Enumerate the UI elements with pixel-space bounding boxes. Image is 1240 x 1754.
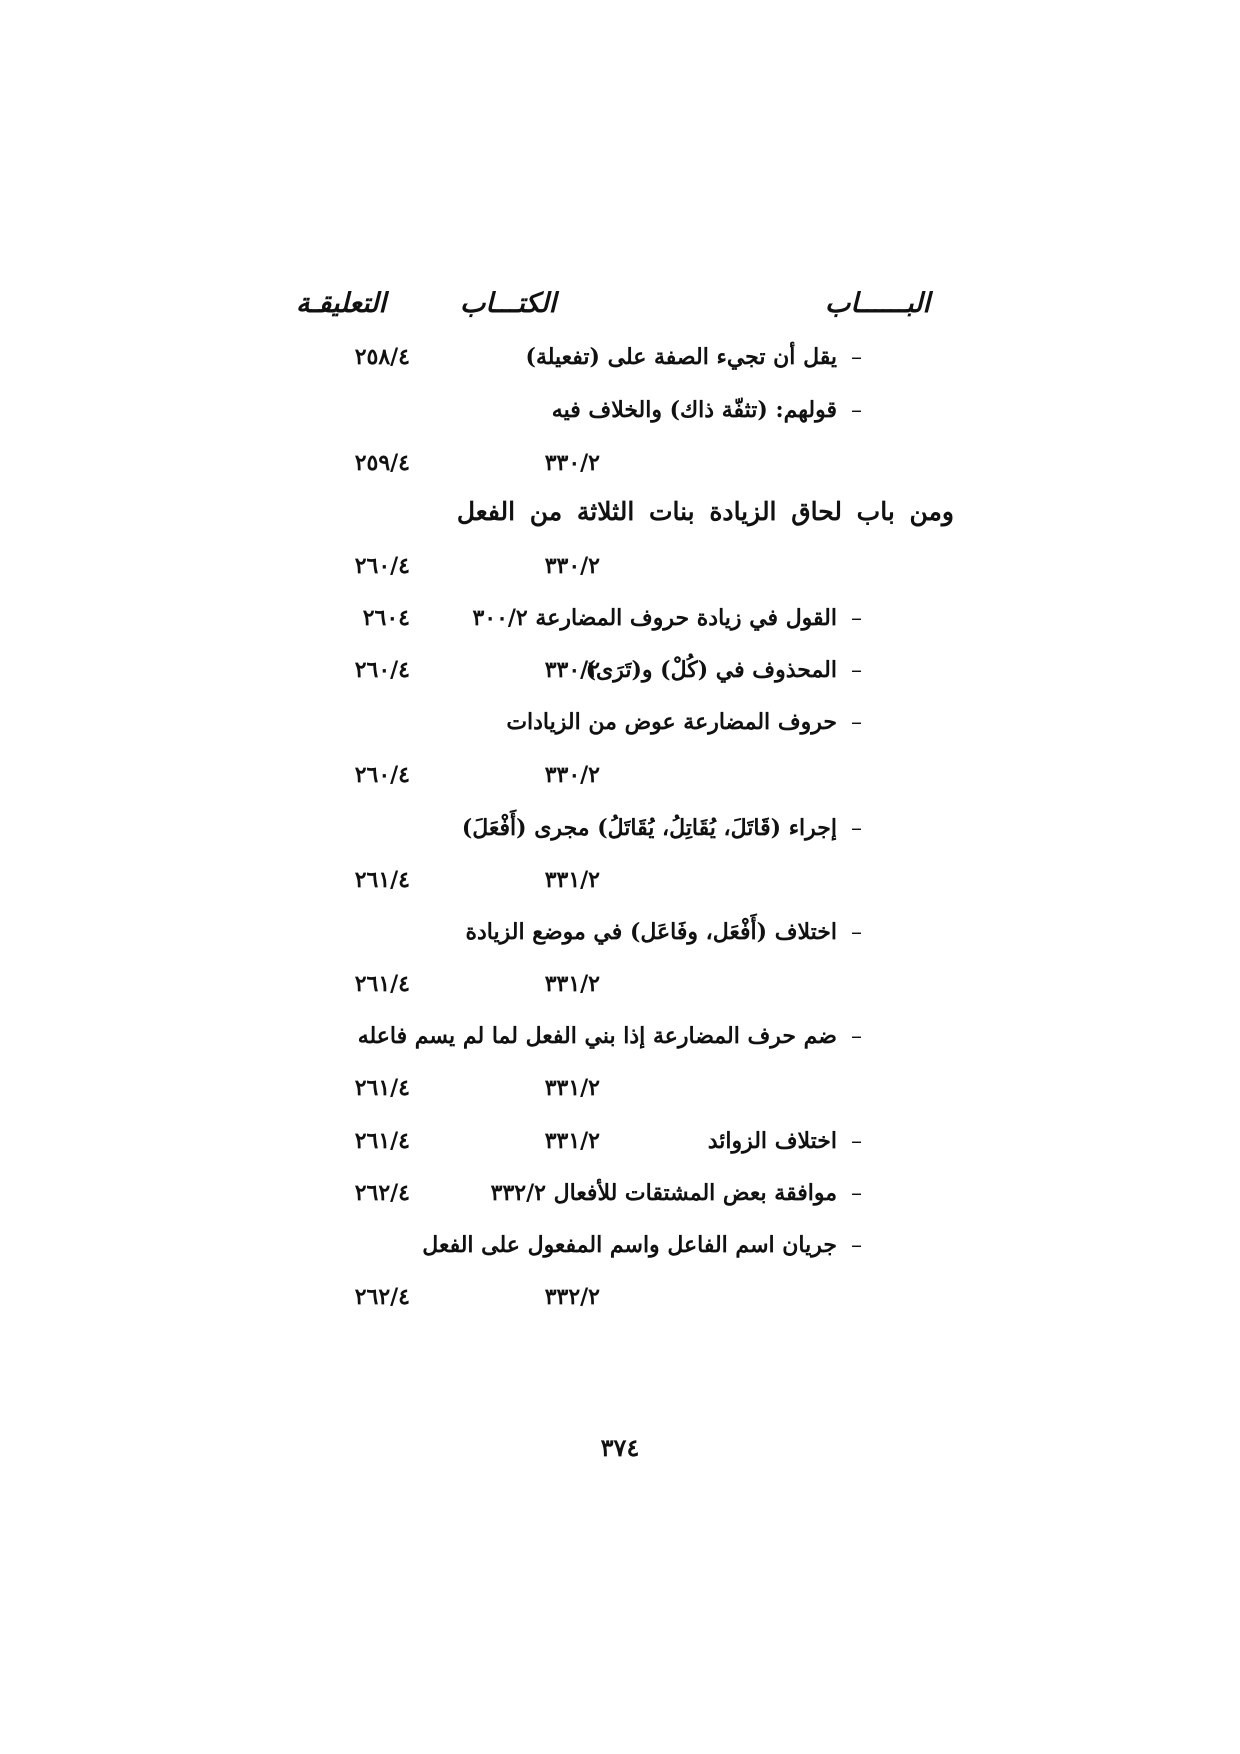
index-entry-comment-ref: ٢٦١/٤ bbox=[354, 971, 410, 997]
bullet-dash: – bbox=[851, 1181, 862, 1206]
bullet-dash: – bbox=[851, 710, 862, 735]
index-entry-topic bbox=[708, 1126, 862, 1157]
index-entry-topic bbox=[506, 707, 862, 738]
index-entry-book-ref: ٣٣١/٢ bbox=[544, 867, 600, 893]
index-entry-book-ref: ٣٣٢/٢ bbox=[544, 1284, 600, 1310]
column-header-comment: التعليقـة bbox=[296, 288, 387, 319]
index-entry-book-ref: ٣٣١/٢ bbox=[544, 971, 600, 997]
entry-topic-text: القول في زيادة حروف المضارعة ٣٠٠/٢ bbox=[472, 605, 837, 631]
entry-topic-text: يقل أن تجيء الصفة على (تفعيلة) bbox=[525, 344, 837, 370]
index-entry-topic bbox=[586, 655, 862, 686]
entry-topic-text: جريان اسم الفاعل واسم المفعول على الفعل bbox=[422, 1232, 837, 1258]
entry-topic-text: ضم حرف المضارعة إذا بني الفعل لما لم يسم فاعله bbox=[357, 1023, 837, 1049]
bullet-dash: – bbox=[851, 1233, 862, 1258]
index-entry-topic bbox=[526, 342, 862, 373]
entry-topic-text: المحذوف في (كُلْ) و(تَرَى) bbox=[585, 657, 837, 683]
column-header-book: الكتـــاب bbox=[460, 288, 557, 319]
entry-topic-text: اختلاف الزوائد bbox=[707, 1128, 837, 1154]
column-header-topic: البــــــاب bbox=[825, 288, 930, 319]
section-heading: ومن باب لحاق الزيادة بنات الثلاثة من الفعل bbox=[456, 497, 954, 526]
bullet-dash: – bbox=[851, 398, 862, 423]
index-entry-book-ref: ٣٣٠/٢ bbox=[544, 450, 600, 476]
page-number: ٣٧٤ bbox=[600, 1433, 640, 1462]
entry-topic-text: إجراء (قَاتَلَ، يُقَاتِلُ، يُقَاتَلُ) مجرى (أَفْعَلَ) bbox=[461, 815, 837, 841]
entry-topic-text: قولهم: (تثفّة ذاك) والخلاف فيه bbox=[551, 397, 837, 423]
index-entry-comment-ref: ٢٦٢/٤ bbox=[354, 1180, 410, 1206]
index-entry-topic bbox=[358, 1021, 862, 1052]
index-entry-topic bbox=[465, 917, 862, 948]
bullet-dash: – bbox=[851, 658, 862, 683]
index-entry-comment-ref: ٢٦٠/٤ bbox=[354, 762, 410, 788]
index-entry-comment-ref: ٢٥٨/٤ bbox=[354, 344, 410, 370]
index-entry-comment-ref: ٢٦٢/٤ bbox=[354, 1284, 410, 1310]
index-entry-comment-ref: ٢٦١/٤ bbox=[354, 1075, 410, 1101]
index-entry-topic bbox=[422, 1230, 862, 1261]
index-entry-topic bbox=[552, 395, 862, 426]
index-entry-topic bbox=[491, 1178, 862, 1209]
index-entry-book-ref: ٣٣١/٢ bbox=[544, 1075, 600, 1101]
index-entry-comment-ref: ٢٦١/٤ bbox=[354, 1128, 410, 1154]
index-entry-comment-ref: ٢٦١/٤ bbox=[354, 867, 410, 893]
entry-topic-text: اختلاف (أَفْعَل، وفَاعَل) في موضع الزيادة bbox=[465, 919, 837, 945]
index-entry-comment-ref: ٢٦٠٤ bbox=[362, 605, 410, 631]
index-entry-comment-ref: ٢٦٠/٤ bbox=[354, 657, 410, 683]
bullet-dash: – bbox=[851, 345, 862, 370]
index-entry-book-ref: ٣٣٠/٢ bbox=[544, 657, 600, 683]
bullet-dash: – bbox=[851, 920, 862, 945]
index-entry-topic bbox=[462, 813, 862, 844]
bullet-dash: – bbox=[851, 606, 862, 631]
index-entry-book-ref: ٣٣٠/٢ bbox=[544, 762, 600, 788]
index-entry-topic bbox=[472, 603, 862, 634]
index-entry-comment-ref: ٢٥٩/٤ bbox=[354, 450, 410, 476]
index-entry-book-ref: ٣٣٠/٢ bbox=[544, 553, 600, 579]
index-entry-book-ref: ٣٣١/٢ bbox=[544, 1128, 600, 1154]
entry-topic-text: حروف المضارعة عوض من الزيادات bbox=[506, 709, 837, 735]
entry-topic-text: موافقة بعض المشتقات للأفعال ٣٣٢/٢ bbox=[490, 1180, 837, 1206]
index-entry-comment-ref: ٢٦٠/٤ bbox=[354, 553, 410, 579]
bullet-dash: – bbox=[851, 1024, 862, 1049]
bullet-dash: – bbox=[851, 816, 862, 841]
bullet-dash: – bbox=[851, 1129, 862, 1154]
